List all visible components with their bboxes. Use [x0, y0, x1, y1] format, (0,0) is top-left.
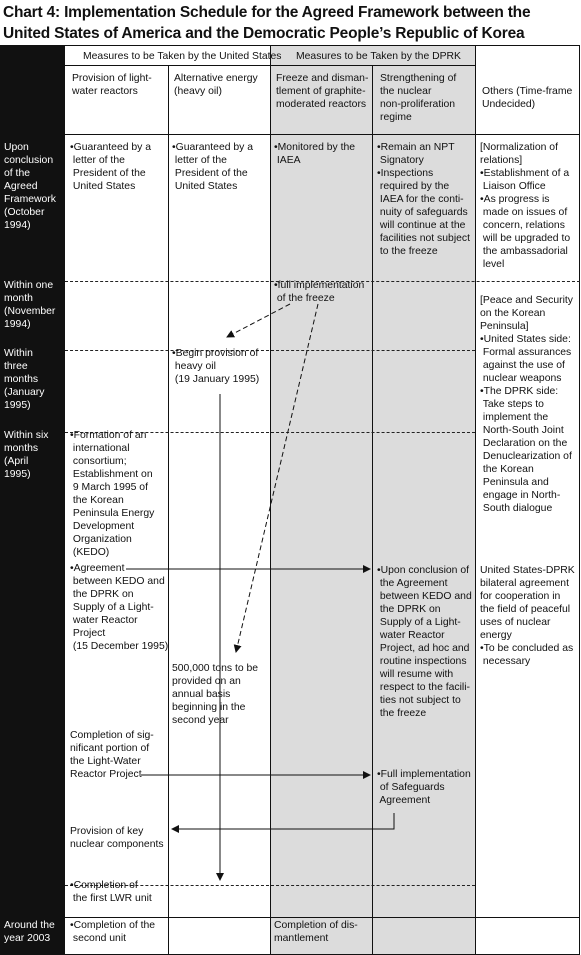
cell-lwr-key: Provision of key nuclear components	[70, 826, 164, 850]
row-label-one-month: Within one month (November 1994)	[4, 280, 56, 330]
cell-lwr-guarantee: •Guaranteed by a letter of the President of the United States	[70, 142, 152, 192]
cell-others-normalization: [Normalization of relations] •Establishment of a Liaison Office •As progress is made on issues of concern, relations will be upgraded to the ambassadorial level	[480, 142, 571, 270]
header-npt: Strengthening of the nuclear non-proliferation regime	[380, 73, 457, 123]
row-label-2003: Around the year 2003	[4, 920, 55, 944]
cell-oil-guarantee: •Guaranteed by a letter of the President of the United States	[172, 142, 254, 192]
row-label-six-months: Within six months (April 1995)	[4, 430, 49, 480]
cell-freeze-full: •full implementation of the freeze	[274, 280, 365, 304]
cell-others-peace: [Peace and Security on the Korean Peninsula] •United States side: Formal assurances against the use of nuclear weapons •The DPRK side: Take steps to implement the North-South Joint Declaration on the Denuclearization of the Korean Peninsula and engage in North- South dialogue	[480, 295, 573, 514]
row-label-conclusion: Upon conclusion of the Agreed Framework (October 1994)	[4, 142, 56, 231]
cell-oil-500k: 500,000 tons to be provided on an annual basis beginning in the second year	[172, 663, 259, 726]
arrow-freeze-to-500k	[236, 304, 318, 652]
title-line-2: United States of America and the Democratic People’s Republic of Korea	[3, 25, 525, 42]
title-line-1: Chart 4: Implementation Schedule for the Agreed Framework between the	[3, 4, 531, 21]
cell-freeze-dismantle: Completion of dis- mantlement	[274, 920, 358, 944]
cell-npt-safeguards: •Full implementation of Safeguards Agreement	[377, 769, 471, 806]
header-us-measures: Measures to be Taken by the United States	[83, 51, 282, 62]
cell-lwr-agreement: •Agreement between KEDO and the DPRK on Supply of a Light- water Reactor Project (15 December 1995)	[70, 563, 169, 652]
cell-oil-begin: •Begin provision of heavy oil (19 January 1995)	[172, 348, 260, 385]
row-label-three-months: Within three months (January 1995)	[4, 348, 45, 411]
header-lwr: Provision of light- water reactors	[72, 73, 152, 97]
cell-freeze-monitor: •Monitored by the IAEA	[274, 142, 356, 166]
cell-npt-remain: •Remain an NPT Signatory •Inspections required by the IAEA for the conti- nuity of safeguards will continue at the facilities not subject to the freeze	[377, 142, 470, 257]
header-freeze: Freeze and disman- tlement of graphite- moderated reactors	[276, 73, 369, 110]
header-dprk-measures: Measures to be Taken by the DPRK	[296, 51, 461, 62]
cell-lwr-second: •Completion of the second unit	[70, 920, 156, 944]
cell-lwr-first: •Completion of the first LWR unit	[70, 880, 152, 904]
cell-lwr-significant: Completion of sig- nificant portion of the Light-Water Reactor Project	[70, 730, 154, 780]
cell-lwr-kedo: •Formation of an international consortium; Establishment on 9 March 1995 of the Korean Peninsula Energy Development Organization (KEDO)	[70, 430, 155, 558]
header-others: Others (Time-frame Undecided)	[482, 86, 573, 110]
arrow-freeze-to-oil	[227, 304, 290, 337]
cell-others-bilateral: United States-DPRK bilateral agreement for cooperation in the field of peaceful uses of nuclear energy •To be concluded as necessary	[480, 565, 575, 667]
cell-npt-inspections: •Upon conclusion of the Agreement between KEDO and the DPRK on Supply of a Light- water Reactor Project, ad hoc and routine inspections will resume with respect to the facili- ties not subject to the freeze	[377, 565, 472, 719]
header-heavy-oil: Alternative energy (heavy oil)	[174, 73, 258, 97]
arrow-safeguards-to-key	[172, 813, 394, 829]
